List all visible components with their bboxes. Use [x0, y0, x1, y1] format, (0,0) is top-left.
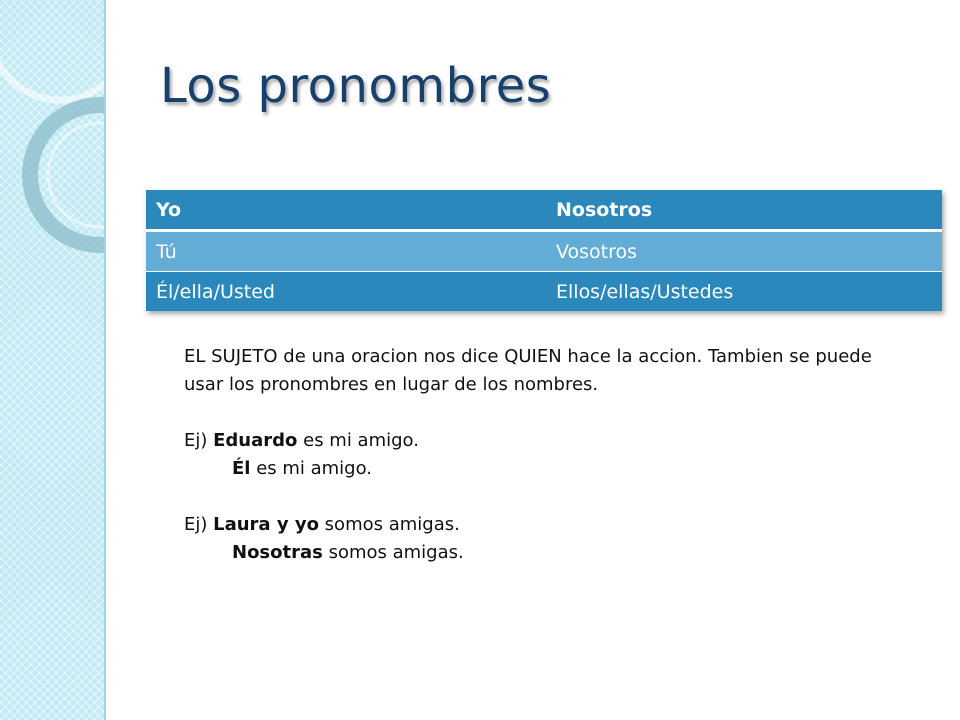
slide-title: Los pronombres — [160, 58, 552, 114]
decorative-circles — [0, 0, 104, 720]
example-pronoun: Nosotras — [232, 542, 323, 563]
table-cell: Él/ella/Usted — [146, 272, 546, 311]
example-subject: Eduardo — [213, 430, 298, 451]
table-cell: Ellos/ellas/Ustedes — [546, 272, 942, 311]
example-1-pronoun — [184, 455, 904, 483]
table-cell: Nosotros — [546, 190, 942, 232]
example-prefix: Ej) — [184, 514, 214, 535]
example-rest: somos amigas. — [322, 542, 464, 563]
intro-paragraph: EL SUJETO de una oracion nos dice QUIEN hace la accion. Tambien se puede usar los pronombres en lugar de los nombres. — [184, 346, 872, 395]
decorative-circle-middle — [30, 105, 104, 245]
example-subject: Laura y yo — [213, 514, 319, 535]
pronoun-table — [146, 190, 942, 311]
explanation-text — [184, 343, 904, 567]
example-prefix: Ej) — [184, 430, 214, 451]
table-cell: Yo — [146, 190, 546, 232]
table-row — [146, 190, 942, 232]
example-rest: es mi amigo. — [250, 458, 373, 479]
table-cell: Vosotros — [546, 232, 942, 272]
decorative-circle-inner — [48, 123, 104, 227]
decorative-circle-top — [0, 0, 104, 100]
example-1 — [184, 427, 904, 455]
table-row — [146, 272, 942, 311]
table-cell: Tú — [146, 232, 546, 272]
example-2-pronoun — [184, 539, 904, 567]
example-pronoun: Él — [232, 458, 251, 479]
example-2 — [184, 511, 904, 539]
example-rest: somos amigas. — [318, 514, 460, 535]
table-row — [146, 232, 942, 272]
example-rest: es mi amigo. — [297, 430, 419, 451]
decorative-side-band — [0, 0, 106, 720]
